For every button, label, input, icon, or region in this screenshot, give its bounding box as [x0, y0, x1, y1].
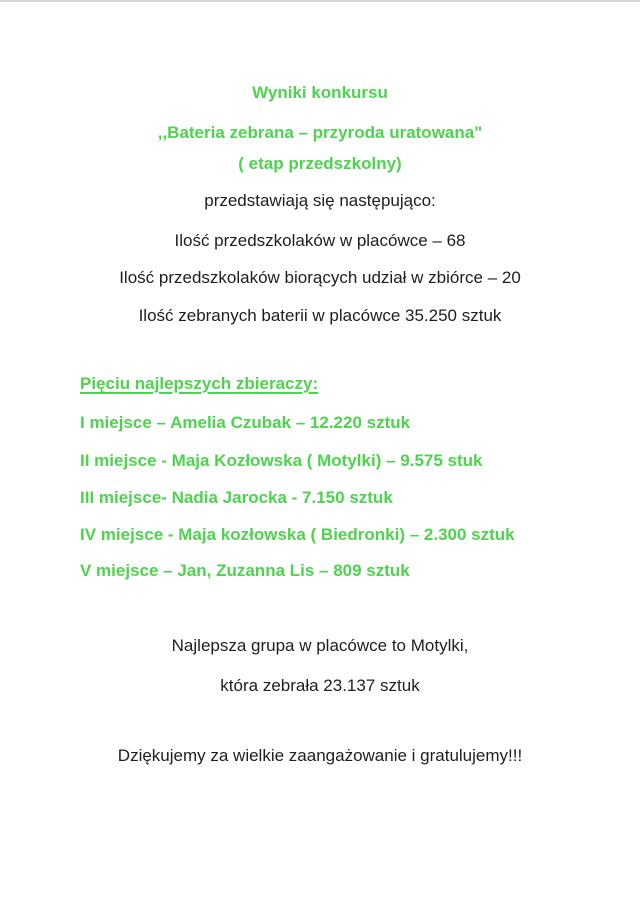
ranking-place-3: III miejsce- Nadia Jarocka - 7.150 sztuk: [80, 488, 393, 507]
best-group-line-1: Najlepsza grupa w placówce to Motylki,: [171, 636, 469, 655]
ranking-place-5: V miejsce – Jan, Zuzanna Lis – 809 sztuk: [80, 561, 410, 580]
ranking-place-2: II miejsce - Maja Kozłowska ( Motylki) – 9.575 stuk: [80, 451, 483, 470]
results-title: Wyniki konkursu: [252, 83, 388, 102]
intro-text: przedstawiają się następująco:: [204, 191, 436, 210]
contest-name: ,,Bateria zebrana – przyroda uratowana": [157, 123, 483, 142]
ranking-place-4: IV miejsce - Maja kozłowska ( Biedronki) – 2.300 sztuk: [80, 525, 515, 544]
stat-participants-count: Ilość przedszkolaków biorących udział w zbiórce – 20: [119, 268, 521, 287]
ranking-heading: Pięciu najlepszych zbieraczy:: [80, 374, 319, 393]
stat-children-count: Ilość przedszkolaków w placówce – 68: [174, 231, 466, 250]
closing-text: Dziękujemy za wielkie zaangażowanie i gratulujemy!!!: [117, 746, 523, 765]
stat-batteries-count: Ilość zebranych baterii w placówce 35.250 sztuk: [138, 306, 502, 325]
contest-stage: ( etap przedszkolny): [238, 154, 402, 173]
best-group-line-2: która zebrała 23.137 sztuk: [220, 676, 420, 695]
ranking-place-1: I miejsce – Amelia Czubak – 12.220 sztuk: [80, 413, 411, 432]
